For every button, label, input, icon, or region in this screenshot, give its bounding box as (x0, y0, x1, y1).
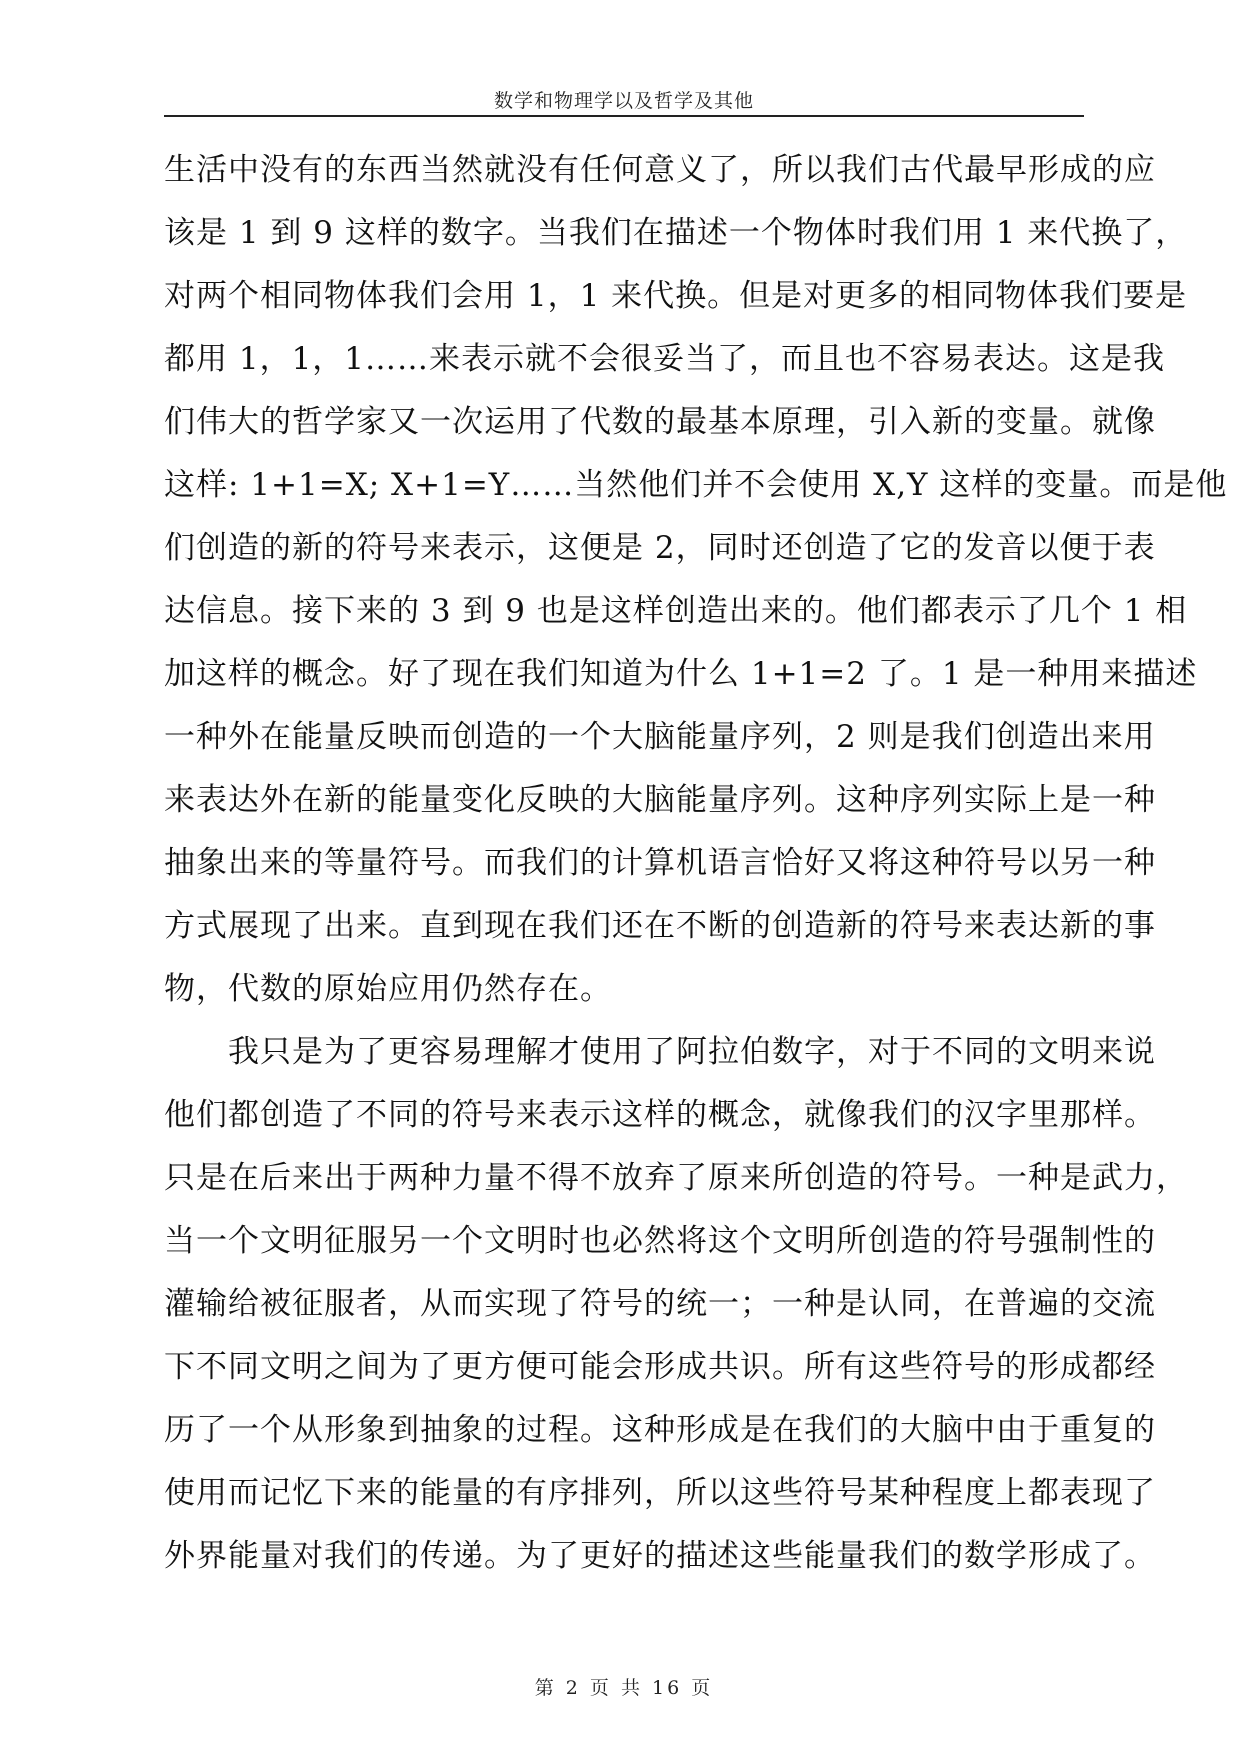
text-line: 生活中没有的东西当然就没有任何意义了，所以我们古代最早形成的应 (164, 152, 1156, 188)
text-line: 历了一个从形象到抽象的过程。这种形成是在我们的大脑中由于重复的 (164, 1412, 1156, 1448)
page-number: 第 2 页 共 16 页 (534, 1677, 714, 1699)
text-line: 下不同文明之间为了更方便可能会形成共识。所有这些符号的形成都经 (164, 1349, 1156, 1385)
text-line: 方式展现了出来。直到现在我们还在不断的创造新的符号来表达新的事 (164, 908, 1156, 944)
text-line: 我只是为了更容易理解才使用了阿拉伯数字，对于不同的文明来说 (228, 1034, 1156, 1070)
paragraph-1 (164, 139, 1228, 1021)
text-line: 物，代数的原始应用仍然存在。 (164, 971, 612, 1007)
page-header-title: 数学和物理学以及哲学及其他 (493, 90, 754, 112)
text-line: 当一个文明征服另一个文明时也必然将这个文明所创造的符号强制性的 (164, 1223, 1156, 1259)
text-line: 该是 1 到 9 这样的数字。当我们在描述一个物体时我们用 1 来代换了， (164, 215, 1188, 251)
text-line: 对两个相同物体我们会用 1，1 来代换。但是对更多的相同物体我们要是 (164, 278, 1188, 314)
text-line: 们伟大的哲学家又一次运用了代数的最基本原理，引入新的变量。就像 (164, 404, 1156, 440)
text-line: 外界能量对我们的传递。为了更好的描述这些能量我们的数学形成了。 (164, 1538, 1156, 1574)
text-line: 加这样的概念。好了现在我们知道为什么 1+1=2 了。1 是一种用来描述 (164, 656, 1198, 692)
text-line: 都用 1，1，1……来表示就不会很妥当了，而且也不容易表达。这是我 (164, 341, 1166, 377)
text-line: 们创造的新的符号来表示，这便是 2，同时还创造了它的发音以便于表 (164, 530, 1156, 566)
text-line: 使用而记忆下来的能量的有序排列，所以这些符号某种程度上都表现了 (164, 1475, 1156, 1511)
header-divider (164, 115, 1084, 117)
text-line: 这样: 1+1=X; X+1=Y……当然他们并不会使用 X,Y 这样的变量。而是他 (164, 467, 1228, 503)
text-line: 一种外在能量反映而创造的一个大脑能量序列，2 则是我们创造出来用 (164, 719, 1156, 755)
text-line: 他们都创造了不同的符号来表示这样的概念，就像我们的汉字里那样。 (164, 1097, 1156, 1133)
text-line: 只是在后来出于两种力量不得不放弃了原来所创造的符号。一种是武力， (164, 1160, 1188, 1196)
text-line: 达信息。接下来的 3 到 9 也是这样创造出来的。他们都表示了几个 1 相 (164, 593, 1188, 629)
paragraph-2 (164, 1021, 1188, 1588)
text-line: 灌输给被征服者，从而实现了符号的统一；一种是认同，在普遍的交流 (164, 1286, 1156, 1322)
text-line: 抽象出来的等量符号。而我们的计算机语言恰好又将这种符号以另一种 (164, 845, 1156, 881)
text-line: 来表达外在新的能量变化反映的大脑能量序列。这种序列实际上是一种 (164, 782, 1156, 818)
document-body (164, 139, 1228, 1588)
